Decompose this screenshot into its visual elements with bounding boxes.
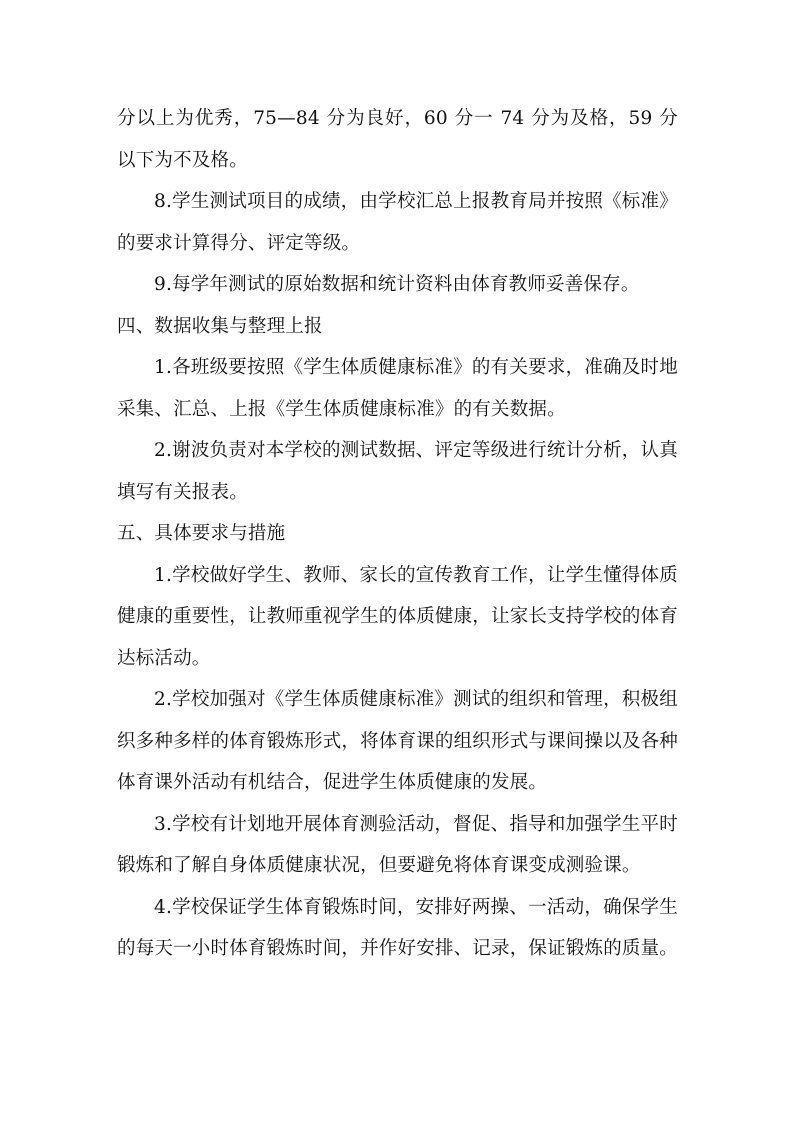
section-heading-data-collection: 四、数据收集与整理上报 — [117, 315, 323, 337]
paragraph-item-8: 8.学生测试项目的成绩，由学校汇总上报教育局并按照《标准》的要求计算得分、评定等级。 — [117, 191, 678, 254]
paragraph-requirement-item-4: 4.学校保证学生体育锻炼时间，安排好两操、一活动，确保学生的每天一小时体育锻炼时间，并作好安排、记录，保证锻炼的质量。 — [117, 896, 679, 959]
paragraph-data-item-2: 2.谢波负责对本学校的测试数据、评定等级进行统计分析，认真填写有关报表。 — [117, 440, 678, 503]
paragraph-requirement-item-2: 2.学校加强对《学生体质健康标准》测试的组织和管理，积极组织多种多样的体育锻炼形式，将体育课的组织形式与课间操以及各种体育课外活动有机结合，促进学生体质健康的发展。 — [117, 689, 679, 793]
section-heading-requirements: 五、具体要求与措施 — [117, 523, 286, 544]
paragraph-item-9: 9.每学年测试的原始数据和统计资料由体育教师妥善保存。 — [154, 274, 640, 295]
paragraph-requirement-item-1: 1.学校做好学生、教师、家长的宣传教育工作，让学生懂得体质健康的重要性，让教师重视学生的体质健康，让家长支持学校的体育达标活动。 — [117, 564, 679, 669]
paragraph-data-item-1: 1.各班级要按照《学生体质健康标准》的有关要求，准确及时地采集、汇总、上报《学生体质健康标准》的有关数据。 — [117, 357, 678, 420]
paragraph-grading-continuation: 分以上为优秀，75—84 分为良好，60 分一 74 分为及格，59 分以下为不及格。 — [117, 108, 678, 171]
paragraph-requirement-item-3: 3.学校有计划地开展体育测验活动，督促、指导和加强学生平时锻炼和了解自身体质健康状况，但要避免将体育课变成测验课。 — [117, 813, 678, 876]
document-page — [117, 98, 678, 970]
